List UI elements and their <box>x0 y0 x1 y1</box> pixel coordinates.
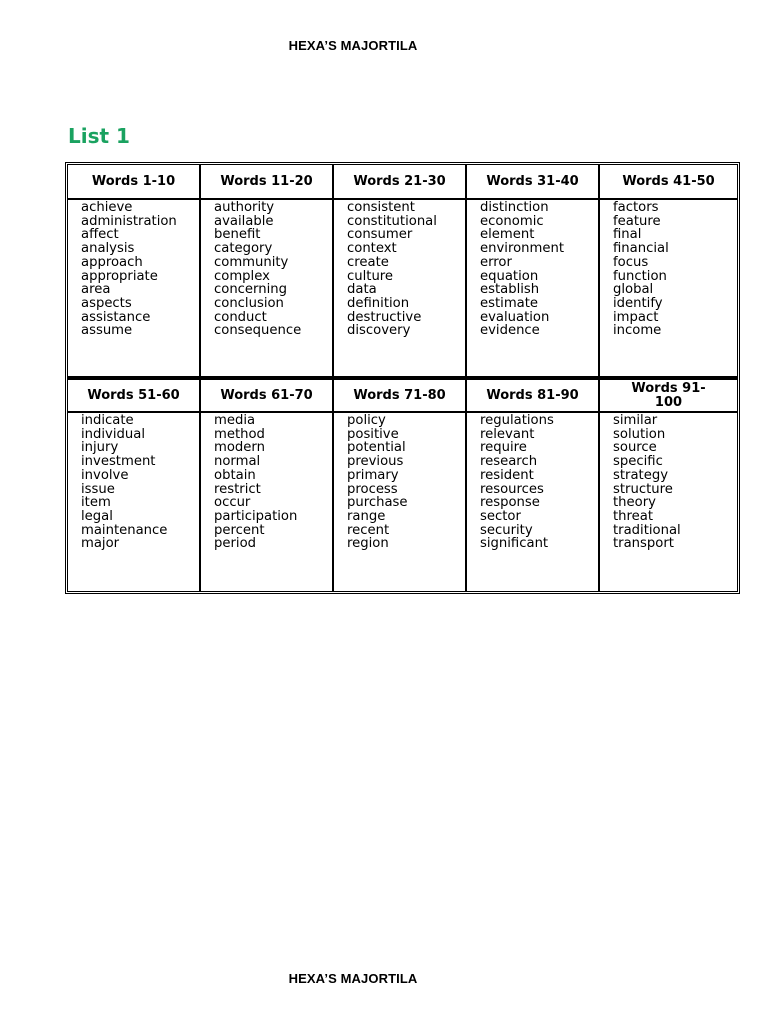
word-item: purchase <box>347 495 408 511</box>
word-item: source <box>613 440 657 456</box>
word-item: economic <box>480 213 544 229</box>
column-heading-line: 100 <box>654 394 683 410</box>
word-item: evaluation <box>480 309 550 325</box>
word-item: policy <box>347 413 386 428</box>
word-list-table <box>65 162 740 594</box>
word-item: estimate <box>480 295 539 311</box>
word-item: assume <box>81 323 133 339</box>
table-words-row <box>68 200 737 378</box>
word-item: category <box>214 241 273 257</box>
word-cell <box>68 413 201 591</box>
word-item: establish <box>480 282 540 298</box>
word-item: security <box>480 522 533 538</box>
word-item: element <box>480 227 535 243</box>
word-item: context <box>347 241 397 257</box>
word-item: transport <box>613 536 674 552</box>
word-item: constitutional <box>347 213 437 229</box>
column-heading <box>600 378 737 413</box>
word-item: indicate <box>81 413 134 428</box>
table-heading-row <box>68 378 737 413</box>
word-item: modern <box>214 440 265 456</box>
word-item: injury <box>81 440 119 456</box>
page-header: HEXA’S MAJORTILA <box>288 38 418 53</box>
word-item: community <box>214 254 289 270</box>
word-item: previous <box>347 454 404 470</box>
word-item: similar <box>613 413 658 428</box>
page-footer: HEXA’S MAJORTILA <box>288 971 418 986</box>
word-item: financial <box>613 241 669 257</box>
word-list <box>214 414 332 551</box>
word-item: involve <box>81 467 129 483</box>
word-item: create <box>347 254 389 270</box>
word-list <box>214 201 332 338</box>
word-item: require <box>480 440 527 456</box>
word-item: administration <box>81 213 177 229</box>
word-item: area <box>81 282 111 298</box>
word-item: concerning <box>214 282 287 298</box>
word-cell <box>600 200 737 378</box>
word-cell <box>68 200 201 378</box>
word-item: theory <box>613 495 656 511</box>
word-cell <box>467 413 600 591</box>
word-item: identify <box>613 295 663 311</box>
word-item: available <box>214 213 274 229</box>
word-list <box>613 201 737 338</box>
word-item: resident <box>480 467 534 483</box>
word-item: aspects <box>81 295 132 311</box>
column-heading: Words 31-40 <box>467 165 600 200</box>
word-item: assistance <box>81 309 151 325</box>
word-cell <box>201 200 334 378</box>
word-list <box>347 414 465 551</box>
word-item: positive <box>347 426 399 442</box>
word-item: resources <box>480 481 544 497</box>
column-heading: Words 71-80 <box>334 378 467 413</box>
word-cell <box>334 413 467 591</box>
word-item: occur <box>214 495 251 511</box>
word-item: range <box>347 508 386 524</box>
word-item: focus <box>613 254 649 270</box>
word-list <box>480 201 598 338</box>
word-list <box>81 201 199 338</box>
word-item: potential <box>347 440 406 456</box>
word-item: sector <box>480 508 521 524</box>
column-heading: Words 81-90 <box>467 378 600 413</box>
word-item: approach <box>81 254 143 270</box>
word-item: consistent <box>347 200 415 215</box>
word-item: conduct <box>214 309 267 325</box>
word-list <box>480 414 598 551</box>
column-heading: Words 11-20 <box>201 165 334 200</box>
word-item: research <box>480 454 538 470</box>
column-heading: Words 61-70 <box>201 378 334 413</box>
word-item: obtain <box>214 467 256 483</box>
word-cell <box>600 413 737 591</box>
word-item: primary <box>347 467 399 483</box>
word-item: data <box>347 282 377 298</box>
word-list <box>347 201 465 338</box>
column-heading: Words 41-50 <box>600 165 737 200</box>
word-item: structure <box>613 481 673 497</box>
word-item: affect <box>81 227 119 243</box>
word-item: item <box>81 495 111 511</box>
word-item: authority <box>214 200 275 215</box>
word-item: traditional <box>613 522 681 538</box>
word-item: percent <box>214 522 265 538</box>
word-item: response <box>480 495 540 511</box>
word-item: conclusion <box>214 295 284 311</box>
word-item: impact <box>613 309 659 325</box>
word-item: threat <box>613 508 654 524</box>
word-item: period <box>214 536 257 552</box>
word-cell <box>334 200 467 378</box>
word-item: significant <box>480 536 549 552</box>
list-title: List 1 <box>68 124 130 148</box>
word-item: complex <box>214 268 270 284</box>
word-item: restrict <box>214 481 261 497</box>
word-item: issue <box>81 481 115 497</box>
word-item: definition <box>347 295 410 311</box>
word-item: recent <box>347 522 390 538</box>
word-list <box>81 414 199 551</box>
word-item: region <box>347 536 389 552</box>
table-words-row <box>68 413 737 591</box>
word-item: culture <box>347 268 394 284</box>
word-item: participation <box>214 508 298 524</box>
word-item: distinction <box>480 200 549 215</box>
word-item: feature <box>613 213 661 229</box>
word-item: benefit <box>214 227 261 243</box>
word-item: strategy <box>613 467 669 483</box>
column-heading-line: Words 91- <box>631 380 706 396</box>
word-item: investment <box>81 454 156 470</box>
word-item: specific <box>613 454 663 470</box>
word-item: solution <box>613 426 666 442</box>
word-item: normal <box>214 454 261 470</box>
word-item: consumer <box>347 227 413 243</box>
word-item: global <box>613 282 654 298</box>
word-cell <box>201 413 334 591</box>
word-item: method <box>214 426 265 442</box>
word-item: discovery <box>347 323 411 339</box>
word-item: environment <box>480 241 564 257</box>
word-cell <box>467 200 600 378</box>
word-item: final <box>613 227 642 243</box>
word-item: consequence <box>214 323 302 339</box>
word-item: function <box>613 268 667 284</box>
word-item: error <box>480 254 512 270</box>
word-item: analysis <box>81 241 135 257</box>
word-item: factors <box>613 200 659 215</box>
word-item: appropriate <box>81 268 158 284</box>
word-list <box>613 414 737 551</box>
word-item: regulations <box>480 413 554 428</box>
word-item: equation <box>480 268 539 284</box>
column-heading: Words 51-60 <box>68 378 201 413</box>
word-item: income <box>613 323 662 339</box>
word-item: achieve <box>81 200 133 215</box>
word-item: destructive <box>347 309 422 325</box>
word-item: evidence <box>480 323 540 339</box>
word-item: maintenance <box>81 522 168 538</box>
word-item: legal <box>81 508 113 524</box>
word-item: relevant <box>480 426 535 442</box>
word-item: media <box>214 413 256 428</box>
word-item: process <box>347 481 398 497</box>
word-item: individual <box>81 426 145 442</box>
column-heading: Words 21-30 <box>334 165 467 200</box>
table-heading-row <box>68 165 737 200</box>
column-heading: Words 1-10 <box>68 165 201 200</box>
word-item: major <box>81 536 120 552</box>
